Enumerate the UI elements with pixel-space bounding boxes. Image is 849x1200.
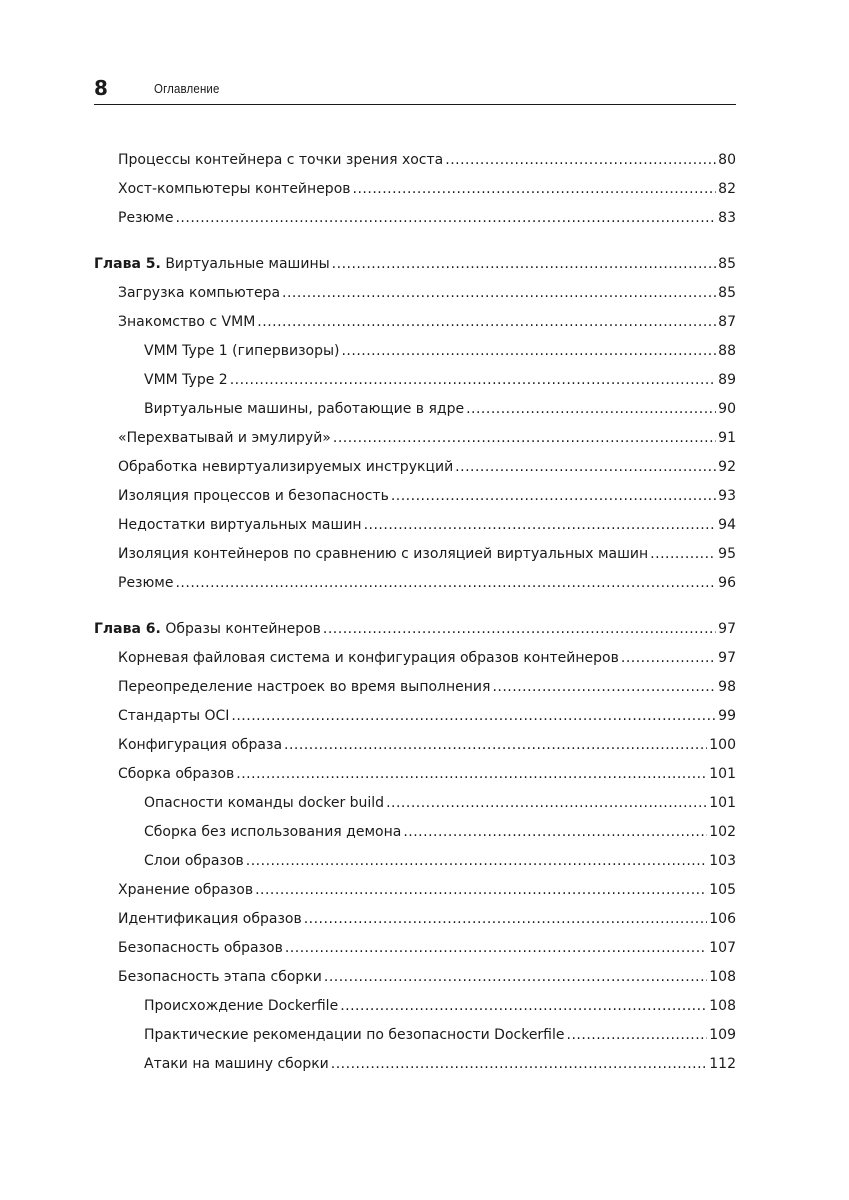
page-number: 8 [94, 76, 108, 100]
toc-entry-page: 93 [718, 488, 736, 504]
dot-leader [230, 366, 716, 395]
toc-entry[interactable] [94, 308, 736, 337]
toc-entry-page: 108 [709, 969, 736, 985]
toc-entry-title: Загрузка компьютера [118, 285, 281, 301]
dot-leader [175, 569, 716, 598]
toc-entry[interactable] [94, 760, 736, 789]
toc-entry[interactable] [94, 337, 736, 366]
dot-leader [333, 424, 716, 453]
toc-entry-title: VMM Type 1 (гипервизоры) [144, 343, 340, 359]
toc-entry[interactable] [94, 818, 736, 847]
toc-entry-title: Недостатки виртуальных машин [118, 517, 362, 533]
toc-entry[interactable] [94, 366, 736, 395]
toc-section [94, 146, 736, 233]
toc-entry-page: 99 [718, 708, 736, 724]
toc-entry[interactable] [94, 934, 736, 963]
toc-entry-page: 97 [718, 621, 736, 637]
dot-leader [324, 963, 707, 992]
toc-entry[interactable] [94, 876, 736, 905]
toc-entry-page: 98 [718, 679, 736, 695]
dot-leader [364, 511, 717, 540]
toc-entry-title: Безопасность образов [118, 940, 283, 956]
toc-section [94, 615, 736, 1079]
dot-leader [403, 818, 707, 847]
dot-leader [353, 175, 717, 204]
toc-entry-page: 106 [709, 911, 736, 927]
toc-entry-title: Атаки на машину сборки [144, 1056, 329, 1072]
dot-leader [284, 731, 707, 760]
toc-entry-title: Безопасность этапа сборки [118, 969, 322, 985]
toc-entry[interactable] [94, 175, 736, 204]
toc-entry[interactable] [94, 204, 736, 233]
toc-entry-page: 103 [709, 853, 736, 869]
toc-entry-title: Хранение образов [118, 882, 254, 898]
toc-entry[interactable] [94, 1050, 736, 1079]
toc-entry-page: 88 [718, 343, 736, 359]
toc-entry[interactable] [94, 146, 736, 175]
toc-chapter-entry[interactable] [94, 615, 736, 644]
dot-leader [331, 1050, 707, 1079]
toc-entry[interactable] [94, 992, 736, 1021]
chapter-title: Образы контейнеров [160, 621, 321, 637]
toc-entry-title: Сборка без использования демона [144, 824, 402, 840]
toc-entry[interactable] [94, 963, 736, 992]
dot-leader [466, 395, 716, 424]
toc-entry-page: 95 [718, 546, 736, 562]
chapter-label: Глава 5. [94, 256, 161, 272]
toc-entry-title: Резюме [118, 575, 174, 591]
toc-entry-page: 85 [718, 285, 736, 301]
dot-leader [386, 789, 707, 818]
toc-entry-page: 89 [718, 372, 736, 388]
toc-chapter-entry[interactable] [94, 250, 736, 279]
toc-entry-page: 96 [718, 575, 736, 591]
toc-entry-title [94, 250, 330, 279]
toc-entry-title: Процессы контейнера с точки зрения хоста [118, 152, 444, 168]
toc-entry-page: 97 [718, 650, 736, 666]
toc-entry-title: Стандарты OCI [118, 708, 230, 724]
dot-leader [246, 847, 708, 876]
toc-entry-page: 87 [718, 314, 736, 330]
toc-entry-page: 108 [709, 998, 736, 1014]
dot-leader [332, 250, 717, 279]
toc-entry[interactable] [94, 424, 736, 453]
page-header [94, 74, 736, 104]
toc-entry-page: 91 [718, 430, 736, 446]
toc-entry[interactable] [94, 395, 736, 424]
toc-entry[interactable] [94, 540, 736, 569]
header-divider [94, 104, 736, 105]
toc-section [94, 250, 736, 598]
toc-entry[interactable] [94, 702, 736, 731]
toc-entry[interactable] [94, 905, 736, 934]
dot-leader [257, 308, 716, 337]
running-header-title: Оглавление [154, 81, 220, 96]
toc-entry-page: 107 [709, 940, 736, 956]
dot-leader [650, 540, 716, 569]
toc-entry-title: Переопределение настроек во время выполнения [118, 679, 491, 695]
toc-entry-title: «Перехватывай и эмулируй» [118, 430, 331, 446]
toc-entry[interactable] [94, 847, 736, 876]
chapter-title: Виртуальные машины [160, 256, 330, 272]
dot-leader [304, 905, 708, 934]
dot-leader [445, 146, 716, 175]
toc-entry[interactable] [94, 453, 736, 482]
toc-entry-title: Происхождение Dockerfile [144, 998, 339, 1014]
toc-entry[interactable] [94, 569, 736, 598]
toc-entry[interactable] [94, 511, 736, 540]
toc-entry[interactable] [94, 482, 736, 511]
dot-leader [255, 876, 707, 905]
toc-entry-title: Сборка образов [118, 766, 235, 782]
toc-entry-page: 82 [718, 181, 736, 197]
toc-entry-title: Слои образов [144, 853, 244, 869]
table-of-contents [94, 146, 736, 1096]
toc-entry-title: Обработка невиртуализируемых инструкций [118, 459, 454, 475]
toc-entry-page: 101 [709, 795, 736, 811]
toc-entry-title: Изоляция контейнеров по сравнению с изоляцией виртуальных машин [118, 546, 649, 562]
toc-entry-page: 94 [718, 517, 736, 533]
toc-entry[interactable] [94, 279, 736, 308]
toc-entry[interactable] [94, 644, 736, 673]
toc-entry-title: VMM Type 2 [144, 372, 228, 388]
dot-leader [341, 337, 716, 366]
dot-leader [567, 1021, 708, 1050]
toc-entry-title: Изоляция процессов и безопасность [118, 488, 389, 504]
toc-entry-page: 85 [718, 256, 736, 272]
toc-entry-title: Хост-компьютеры контейнеров [118, 181, 351, 197]
toc-entry-title: Идентификация образов [118, 911, 302, 927]
toc-entry-title: Опасности команды docker build [144, 795, 385, 811]
toc-entry[interactable] [94, 789, 736, 818]
dot-leader [391, 482, 716, 511]
dot-leader [285, 934, 707, 963]
toc-entry-page: 80 [718, 152, 736, 168]
dot-leader [282, 279, 716, 308]
dot-leader [455, 453, 716, 482]
toc-entry-page: 101 [709, 766, 736, 782]
toc-entry-title [94, 615, 321, 644]
toc-entry-title: Виртуальные машины, работающие в ядре [144, 401, 465, 417]
toc-entry-page: 83 [718, 210, 736, 226]
dot-leader [323, 615, 716, 644]
toc-entry-page: 92 [718, 459, 736, 475]
toc-entry-title: Конфигурация образа [118, 737, 283, 753]
toc-entry-title: Резюме [118, 210, 174, 226]
toc-entry[interactable] [94, 731, 736, 760]
dot-leader [621, 644, 716, 673]
dot-leader [231, 702, 716, 731]
dot-leader [236, 760, 707, 789]
toc-entry-page: 109 [709, 1027, 736, 1043]
toc-entry-page: 100 [709, 737, 736, 753]
chapter-label: Глава 6. [94, 621, 161, 637]
toc-entry[interactable] [94, 673, 736, 702]
dot-leader [175, 204, 716, 233]
toc-entry-page: 102 [709, 824, 736, 840]
toc-entry-title: Корневая файловая система и конфигурация образов контейнеров [118, 650, 619, 666]
dot-leader [340, 992, 707, 1021]
toc-entry-page: 105 [709, 882, 736, 898]
toc-entry-page: 90 [718, 401, 736, 417]
toc-entry[interactable] [94, 1021, 736, 1050]
toc-entry-title: Знакомство с VMM [118, 314, 256, 330]
toc-entry-page: 112 [709, 1056, 736, 1072]
toc-entry-title: Практические рекомендации по безопасности Dockerfile [144, 1027, 565, 1043]
dot-leader [492, 673, 716, 702]
